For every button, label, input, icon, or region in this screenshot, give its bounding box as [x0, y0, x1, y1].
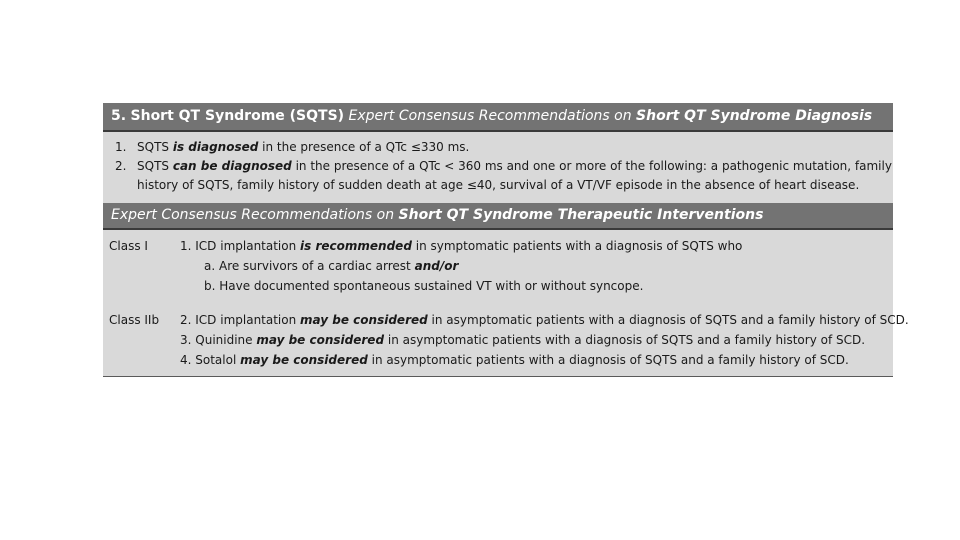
- section-number: 5.: [111, 108, 127, 124]
- table-row: a. Are survivors of a cardiac arrest and/or: [204, 259, 459, 273]
- table-row: Class IIb 2. ICD implantation may be considered in asymptomatic patients with a diagnosis of SQTS and a family history of SCD.: [103, 310, 893, 330]
- table-row: 3. Quinidine may be considered in asymptomatic patients with a diagnosis of SQTS and a family history of SCD.: [180, 333, 866, 347]
- class-label: Class I: [109, 239, 148, 253]
- table-row: 4. Sotalol may be considered in asymptomatic patients with a diagnosis of SQTS and a family history of SCD.: [180, 353, 849, 367]
- class-label: Class IIb: [109, 313, 160, 327]
- recommendation-table: [103, 103, 909, 377]
- table-row: Class I 1. ICD implantation is recommended in symptomatic patients with a diagnosis of SQTS who: [103, 236, 893, 256]
- therapy-list: [103, 230, 909, 376]
- list-item: 1. SQTS is diagnosed in the presence of a QTc ≤330 ms.: [115, 140, 470, 154]
- list-item-continuation: history of SQTS, family history of sudden death at age ≤40, survival of a VT/VF episode in the absence of heart disease.: [137, 178, 860, 192]
- section-header-diagnosis: [103, 103, 893, 132]
- section-title: Short QT Syndrome (SQTS): [130, 108, 345, 124]
- list-item: 2. SQTS can be diagnosed in the presence of a QTc < 360 ms and one or more of the following: a pathogenic mutation, family: [115, 159, 892, 173]
- header-subtitle-a: Expert Consensus Recommendations on: [348, 108, 632, 124]
- section-header-therapy: [103, 203, 893, 230]
- header-subtitle-b: Short QT Syndrome Diagnosis: [636, 108, 873, 124]
- diagnosis-list: [103, 132, 893, 203]
- header2-subtitle-a: Expert Consensus Recommendations on: [111, 207, 395, 223]
- header2-subtitle-b: Short QT Syndrome Therapeutic Interventions: [398, 207, 764, 223]
- table-bottom-border: [103, 376, 893, 377]
- table-row: b. Have documented spontaneous sustained VT with or without syncope.: [204, 279, 644, 293]
